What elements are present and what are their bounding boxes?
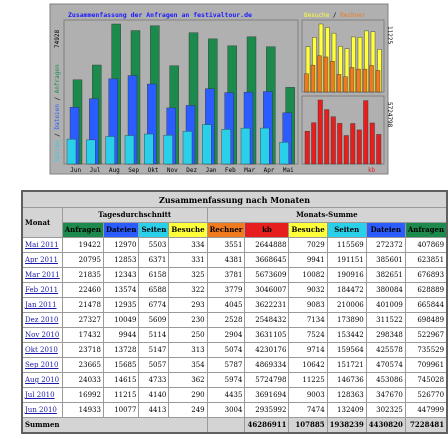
sum-value-cell: 311522 [366,313,405,328]
sum-value-cell: 3691694 [245,388,289,403]
month-link[interactable]: Dez 2010 [25,316,59,324]
avg-value-cell: 4140 [139,388,169,403]
legend-left-part: Anfragen [54,64,61,94]
sum-value-cell: 191151 [327,253,366,268]
sum-value-cell: 2644888 [245,238,289,253]
avg-value-cell: 27327 [62,313,103,328]
avg-value-cell: 5503 [139,238,169,253]
x-tick-label: Nov [166,167,178,174]
chart-svg [50,4,393,174]
legend-left-text [54,64,61,162]
avg-value-cell: 6774 [139,298,169,313]
x-tick-label: Apr [263,167,275,174]
sum-value-cell: 7134 [289,313,327,328]
avg-value-cell: 9944 [103,328,139,343]
month-link[interactable]: Jan 2011 [25,301,57,309]
legend-top-right-text [304,12,366,19]
bar-rechner [331,61,335,92]
avg-value-cell: 23718 [62,343,103,358]
table-row [22,373,447,388]
month-link[interactable]: Feb 2011 [25,286,59,294]
month-cell [22,358,62,373]
x-tick-label: Feb [224,167,236,174]
table-row [22,268,447,283]
col-dateien-sum: Dateien [366,223,405,238]
col-anfragen-sum: Anfragen [405,223,447,238]
sum-value-cell: 7029 [289,238,327,253]
sum-value-cell: 128363 [327,388,366,403]
month-link[interactable]: Jul 2010 [25,391,55,399]
sum-value-cell: 628889 [405,283,447,298]
sum-value-cell: 5787 [207,358,245,373]
avg-value-cell: 313 [169,343,207,358]
x-tick-label: Jun [70,167,82,174]
sum-value-cell: 676893 [405,268,447,283]
month-link[interactable]: Nov 2010 [25,331,60,339]
avg-value-cell: 15685 [103,358,139,373]
sum-value-cell: 132409 [327,403,366,418]
table-row [22,313,447,328]
sum-value-cell: 4381 [207,253,245,268]
month-cell [22,403,62,418]
sum-value-cell: 522967 [405,328,447,343]
right-bottom-unit-label: kb [368,167,376,174]
avg-value-cell: 10049 [103,313,139,328]
x-tick-label: Okt [147,167,159,174]
avg-value-cell: 17432 [62,328,103,343]
legend-top-right-part: Rechner [340,12,366,19]
month-cell [22,343,62,358]
monatssumme-header: Monats-Summe [207,208,447,223]
avg-value-cell: 5147 [139,343,169,358]
bar-rechner [350,67,354,92]
totals-value-cell: 107885 [289,418,327,434]
month-cell [22,268,62,283]
table-row [22,343,447,358]
sum-value-cell: 385601 [366,253,405,268]
bar-rechner [363,69,367,92]
sum-value-cell: 4045 [207,298,245,313]
month-link[interactable]: Aug 2010 [25,376,60,384]
bar-kb [357,130,362,164]
avg-value-cell: 331 [169,253,207,268]
col-besuche-sum: Besuche [289,223,327,238]
col-dateien-avg: Dateien [103,223,139,238]
sum-value-cell: 2548432 [245,313,289,328]
sum-value-cell: 298348 [366,328,405,343]
bar-seiten [144,134,153,164]
bar-seiten [86,140,95,164]
month-cell [22,313,62,328]
col-rechner-sum: Rechner [207,223,245,238]
bar-seiten [202,125,211,164]
sum-value-cell: 425578 [366,343,405,358]
sum-value-cell: 115569 [327,238,366,253]
bar-kb [318,100,323,164]
sum-value-cell: 665844 [405,298,447,313]
x-tick-label: Sep [128,167,140,174]
sum-value-cell: 3668645 [245,253,289,268]
sum-value-cell: 184472 [327,283,366,298]
bar-seiten [164,135,173,164]
totals-empty-cell [207,418,245,434]
avg-value-cell: 4733 [139,373,169,388]
sum-value-cell: 623851 [405,253,447,268]
avg-value-cell: 293 [169,298,207,313]
avg-value-cell: 249 [169,403,207,418]
sum-value-cell: 9032 [289,283,327,298]
bar-seiten [183,131,192,164]
month-cell [22,328,62,343]
bar-kb [344,136,349,164]
avg-value-cell: 12970 [103,238,139,253]
summary-chart [50,4,393,174]
x-tick-label: Mar [244,167,256,174]
sum-value-cell: 3781 [207,268,245,283]
bar-seiten [280,142,289,164]
bar-seiten [67,139,76,164]
x-tick-label: Aug [108,167,120,174]
totals-value-cell: 46286911 [245,418,289,434]
avg-value-cell: 14933 [62,403,103,418]
bar-seiten [125,135,134,164]
avg-value-cell: 10077 [103,403,139,418]
bar-kb [377,134,382,164]
avg-value-cell: 23665 [62,358,103,373]
table-row [22,283,447,298]
sum-value-cell: 173890 [327,313,366,328]
right-bottom-axis-max-label: 5724798 [386,102,393,128]
sum-value-cell: 272372 [366,238,405,253]
avg-value-cell: 20795 [62,253,103,268]
sum-value-cell: 153442 [327,328,366,343]
avg-value-cell: 362 [169,373,207,388]
month-link[interactable]: Mar 2011 [25,271,60,279]
bar-kb [325,110,330,164]
month-cell [22,253,62,268]
sum-value-cell: 4869334 [245,358,289,373]
table-row [22,403,447,418]
x-tick-label: Jan [205,167,217,174]
bar-seiten [222,129,231,164]
bar-rechner [376,70,380,92]
table-title: Zusammenfassung nach Monaten [22,191,447,208]
avg-value-cell: 5057 [139,358,169,373]
month-cell [22,298,62,313]
table-group-header-row [22,208,447,223]
avg-value-cell: 12343 [103,268,139,283]
month-cell [22,388,62,403]
bar-seiten [106,136,115,164]
totals-value-cell: 1938239 [327,418,366,434]
col-seiten-sum: Seiten [327,223,366,238]
month-link[interactable]: Sep 2010 [25,361,59,369]
sum-value-cell: 3046007 [245,283,289,298]
sum-value-cell: 470574 [366,358,405,373]
avg-value-cell: 11215 [103,388,139,403]
legend-seiten-dateien-anfragen [54,64,61,162]
sum-value-cell: 11225 [289,373,327,388]
avg-value-cell: 6158 [139,268,169,283]
sum-value-cell: 9714 [289,343,327,358]
legend-left-part: / [54,129,61,141]
sum-value-cell: 5074 [207,343,245,358]
month-link[interactable]: Mai 2011 [25,241,59,249]
sum-value-cell: 745028 [405,373,447,388]
month-cell [22,283,62,298]
sum-value-cell: 146736 [327,373,366,388]
x-tick-label: Jul [89,167,101,174]
sum-value-cell: 407869 [405,238,447,253]
col-seiten-avg: Seiten [139,223,169,238]
legend-top-right-part: / [329,12,341,19]
sum-value-cell: 401009 [366,298,405,313]
bar-kb [351,124,356,164]
avg-value-cell: 21835 [62,268,103,283]
sum-value-cell: 380084 [366,283,405,298]
sum-value-cell: 210006 [327,298,366,313]
month-link[interactable]: Okt 2010 [25,346,58,354]
table-row [22,238,447,253]
sum-value-cell: 347670 [366,388,405,403]
sum-value-cell: 3622231 [245,298,289,313]
table-row [22,253,447,268]
totals-row [22,418,447,434]
col-besuche-avg: Besuche [169,223,207,238]
avg-value-cell: 5114 [139,328,169,343]
chart-title: Zusammenfassung der Anfragen an festivaltour.de [68,11,252,19]
bar-rechner [344,77,348,92]
bar-seiten [260,128,269,164]
sum-value-cell: 190916 [327,268,366,283]
sum-value-cell: 3631105 [245,328,289,343]
sum-value-cell: 5673609 [245,268,289,283]
col-anfragen-avg: Anfragen [62,223,103,238]
x-tick-label: Dez [186,167,198,174]
sum-value-cell: 526770 [405,388,447,403]
avg-value-cell: 5609 [139,313,169,328]
avg-value-cell: 24033 [62,373,103,388]
avg-value-cell: 4413 [139,403,169,418]
bar-rechner [337,74,341,92]
x-tick-label: Mai [282,167,294,174]
avg-value-cell: 354 [169,358,207,373]
sum-value-cell: 709961 [405,358,447,373]
sum-value-cell: 4435 [207,388,245,403]
bar-kb [331,117,336,164]
bar-rechner [324,57,328,92]
table-column-header-row [22,223,447,238]
avg-value-cell: 290 [169,388,207,403]
bar-kb [305,131,310,164]
avg-value-cell: 22460 [62,283,103,298]
sum-value-cell: 2935992 [245,403,289,418]
table-row [22,298,447,313]
right-top-axis-max-label: 11225 [386,26,393,45]
legend-left-part: Seiten [54,140,61,162]
avg-value-cell: 325 [169,268,207,283]
bar-kb [312,123,317,164]
sum-value-cell: 698489 [405,313,447,328]
legend-besuche-rechner [304,12,366,19]
totals-value-cell: 7228481 [405,418,447,434]
sum-value-cell: 5724798 [245,373,289,388]
month-cell [22,238,62,253]
avg-value-cell: 250 [169,328,207,343]
sum-value-cell: 159564 [327,343,366,358]
monat-header: Monat [22,208,62,238]
bar-rechner [357,69,361,92]
avg-value-cell: 334 [169,238,207,253]
sum-value-cell: 453086 [366,373,405,388]
table-title-row [22,191,447,208]
avg-value-cell: 16992 [62,388,103,403]
tagesdurchschnitt-header: Tagesdurchschnitt [62,208,207,223]
sum-value-cell: 10082 [289,268,327,283]
sum-value-cell: 9003 [289,388,327,403]
bar-rechner [311,65,315,92]
avg-value-cell: 21478 [62,298,103,313]
sum-value-cell: 151721 [327,358,366,373]
bar-seiten [241,128,250,164]
sum-value-cell: 2528 [207,313,245,328]
sum-value-cell: 2904 [207,328,245,343]
bar-kb [370,123,375,164]
avg-value-cell: 322 [169,283,207,298]
bar-kb [364,101,369,164]
sum-value-cell: 735529 [405,343,447,358]
sum-value-cell: 9083 [289,298,327,313]
avg-value-cell: 6371 [139,253,169,268]
totals-label: Summen [22,418,207,434]
table-row [22,328,447,343]
sum-value-cell: 382651 [366,268,405,283]
totals-value-cell: 4430820 [366,418,405,434]
summary-table [21,190,448,434]
sum-value-cell: 447999 [405,403,447,418]
avg-value-cell: 230 [169,313,207,328]
month-cell [22,373,62,388]
avg-value-cell: 13728 [103,343,139,358]
legend-top-right-part: Besuche [304,12,330,19]
avg-value-cell: 12935 [103,298,139,313]
sum-value-cell: 5974 [207,373,245,388]
avg-value-cell: 6588 [139,283,169,298]
left-axis-max-label: 74928 [54,29,61,48]
avg-value-cell: 13574 [103,283,139,298]
avg-value-cell: 19422 [62,238,103,253]
sum-value-cell: 3779 [207,283,245,298]
table-row [22,388,447,403]
sum-value-cell: 3551 [207,238,245,253]
sum-value-cell: 7474 [289,403,327,418]
bar-rechner [370,65,374,92]
sum-value-cell: 302325 [366,403,405,418]
month-link[interactable]: Jun 2010 [25,406,57,414]
legend-left-part: / [54,93,61,105]
sum-value-cell: 7524 [289,328,327,343]
bar-kb [338,123,343,164]
bar-rechner [318,56,322,92]
sum-value-cell: 3004 [207,403,245,418]
bar-rechner [305,74,309,92]
legend-left-part: Dateien [54,104,61,130]
table-row [22,358,447,373]
sum-value-cell: 4230176 [245,343,289,358]
avg-value-cell: 14615 [103,373,139,388]
col-kb-sum: kb [245,223,289,238]
sum-value-cell: 10642 [289,358,327,373]
sum-value-cell: 9941 [289,253,327,268]
avg-value-cell: 12853 [103,253,139,268]
month-link[interactable]: Apr 2011 [25,256,58,264]
